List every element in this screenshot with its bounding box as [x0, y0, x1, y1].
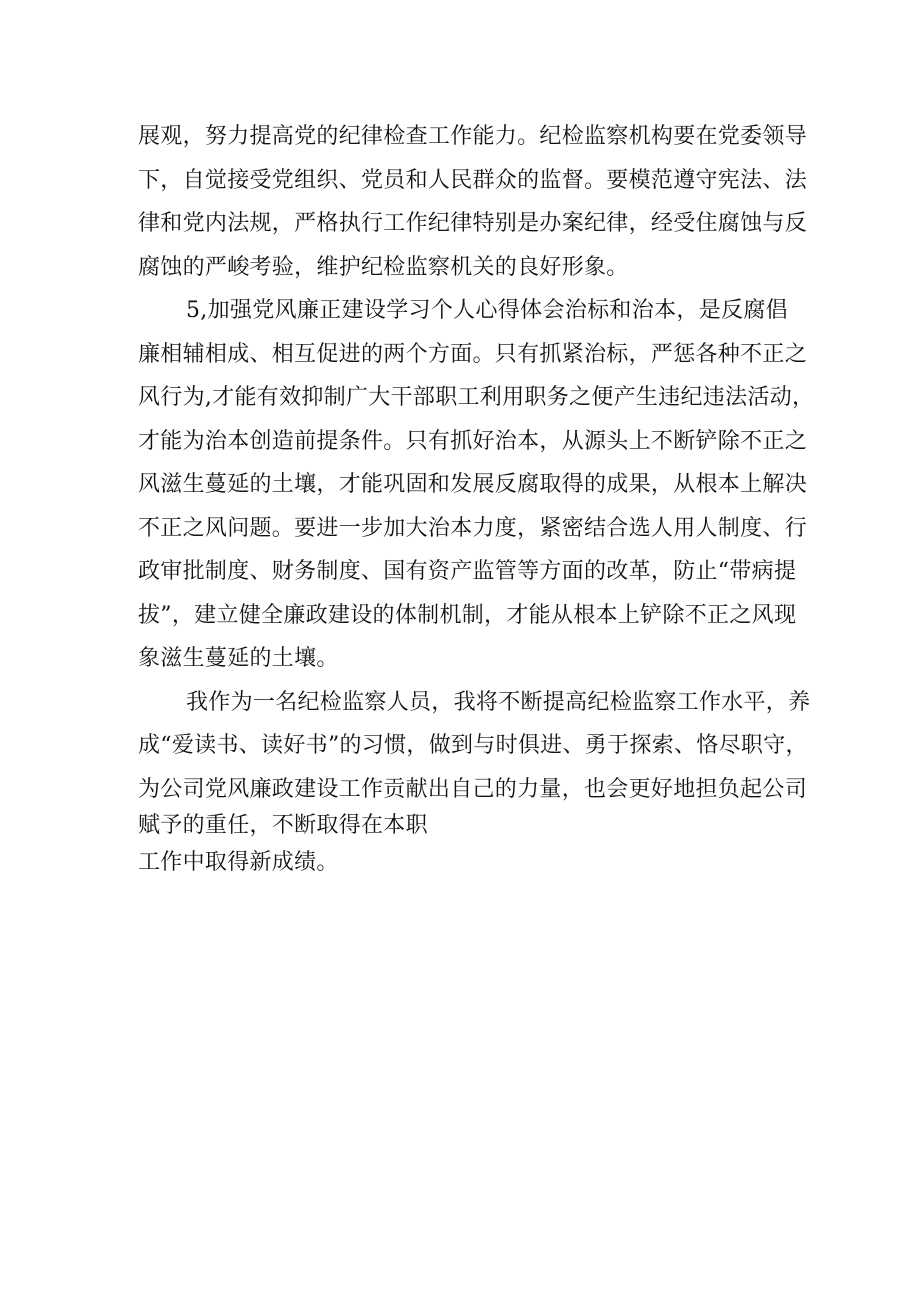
- text-line: 象滋生蔓延的土壤。: [138, 646, 339, 671]
- text-line: 为公司党风廉政建设工作贡献出自己的力量，也会更好地担负起公司: [138, 776, 808, 802]
- text-line: 我作为一名纪检监察人员，我将不断提高纪检监察工作水平，养: [186, 689, 811, 715]
- text-line: 风行为,才能有效抑制广大干部职工利用职务之便产生违纪违法活动，: [138, 385, 815, 410]
- text-line: 政审批制度、财务制度、国有资产监管等方面的改革，防止“带病提: [138, 559, 797, 584]
- text-line: 成“爱读书、读好书”的习惯，做到与时俱进、勇于探索、恪尽职守，: [138, 733, 808, 758]
- document-body: [138, 115, 815, 885]
- text-line: 5,加强党风廉正建设学习个人心得体会治标和治本，是反腐倡: [186, 298, 788, 323]
- text-line: 展观，努力提高党的纪律检查工作能力。纪检监察机构要在党委领导: [138, 124, 808, 149]
- text-line: 赋予的重任，不断取得在本职: [138, 813, 428, 838]
- text-line: 工作中取得新成绩。: [138, 850, 339, 875]
- text-line: 才能为治本创造前提条件。只有抓好治本，从源头上不断铲除不正之: [138, 428, 808, 454]
- text-line: 下，自觉接受党组织、党员和人民群众的监督。要模范遵守宪法、法: [138, 167, 808, 193]
- text-line: 廉相辅相成、相互促进的两个方面。只有抓紧治标，严惩各种不正之: [138, 341, 808, 367]
- text-line: 拔”，建立健全廉政建设的体制机制，才能从根本上铲除不正之风现: [138, 602, 797, 628]
- text-line: 腐蚀的严峻考验，维护纪检监察机关的良好形象。: [138, 254, 629, 280]
- text-line: 不正之风问题。要进一步加大治本力度，紧密结合选人用人制度、行: [138, 515, 808, 541]
- text-line: 风滋生蔓延的土壤，才能巩固和发展反腐取得的成果，从根本上解决: [138, 472, 808, 497]
- paragraph-2: [138, 289, 815, 681]
- text-line: 律和党内法规，严格执行工作纪律特别是办案纪律，经受住腐蚀与反: [138, 211, 808, 236]
- paragraph-1: [138, 115, 808, 289]
- paragraph-3: [138, 681, 811, 885]
